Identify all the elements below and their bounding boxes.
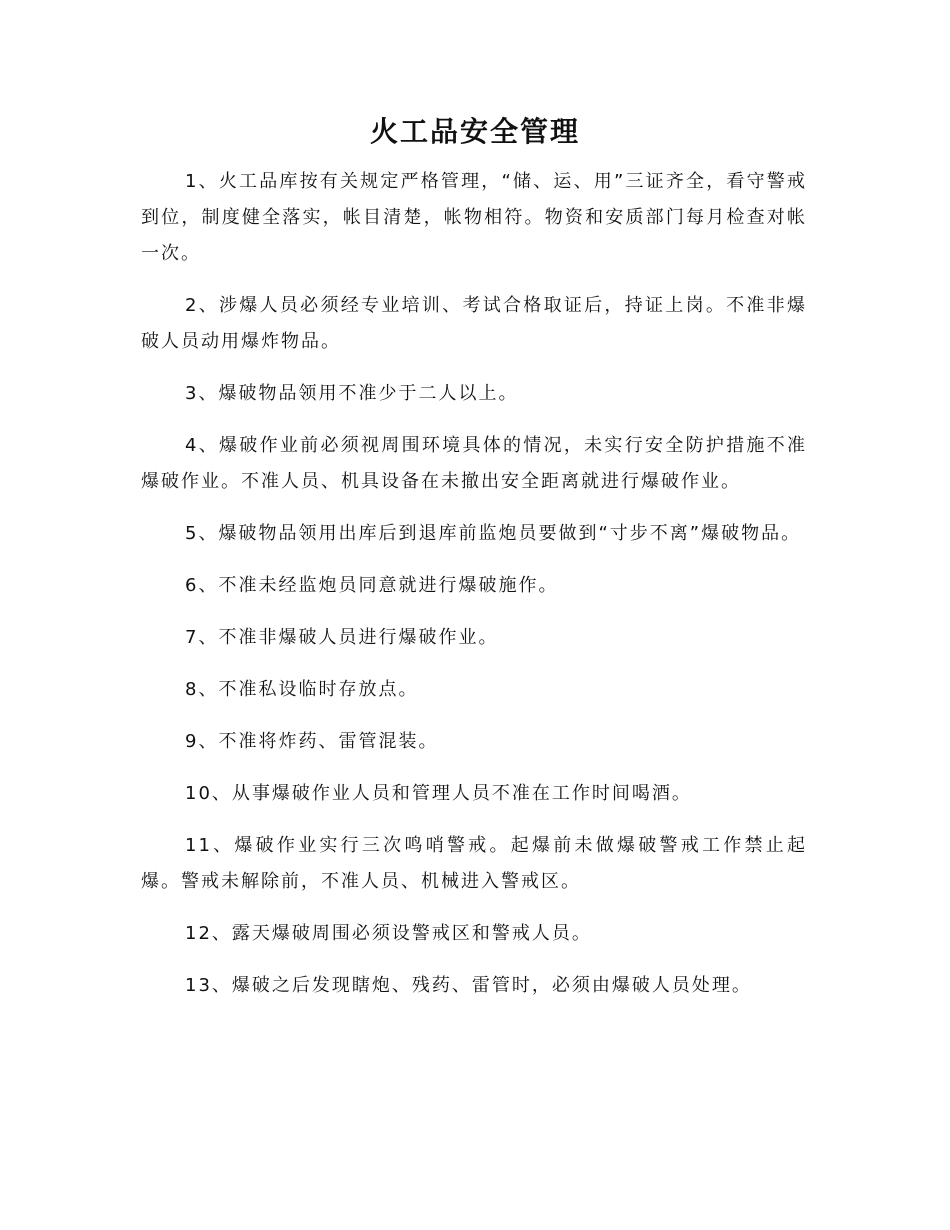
paragraph: 1、火工品库按有关规定严格管理，“储、运、用”三证齐全，看守警戒到位，制度健全落实，帐目清楚，帐物相符。物资和安质部门每月检查对帐一次。 [141, 171, 807, 264]
paragraph: 8、不准私设临时存放点。 [185, 679, 419, 700]
paragraph: 5、爆破物品领用出库后到退库前监炮员要做到“寸步不离”爆破物品。 [185, 523, 802, 544]
paragraph: 13、爆破之后发现瞎炮、残药、雷管时，必须由爆破人员处理。 [185, 975, 752, 996]
document-body [141, 164, 807, 1020]
paragraph: 6、不准未经监炮员同意就进行爆破施作。 [185, 575, 559, 596]
paragraph: 10、从事爆破作业人员和管理人员不准在工作时间喝酒。 [185, 783, 692, 804]
paragraph: 7、不准非爆破人员进行爆破作业。 [185, 627, 499, 648]
paragraph: 4、爆破作业前必须视周围环境具体的情况，未实行安全防护措施不准爆破作业。不准人员、机具设备在未撤出安全距离就进行爆破作业。 [141, 435, 807, 492]
paragraph: 2、涉爆人员必须经专业培训、考试合格取证后，持证上岗。不准非爆破人员动用爆炸物品。 [141, 295, 807, 352]
paragraph: 9、不准将炸药、雷管混装。 [185, 731, 439, 752]
paragraph: 12、露天爆破周围必须设警戒区和警戒人员。 [185, 923, 592, 944]
paragraph: 3、爆破物品领用不准少于二人以上。 [185, 383, 519, 404]
paragraph: 11、爆破作业实行三次鸣哨警戒。起爆前未做爆破警戒工作禁止起爆。警戒未解除前，不准人员、机械进入警戒区。 [141, 835, 807, 892]
document-title: 火工品安全管理 [369, 115, 580, 148]
